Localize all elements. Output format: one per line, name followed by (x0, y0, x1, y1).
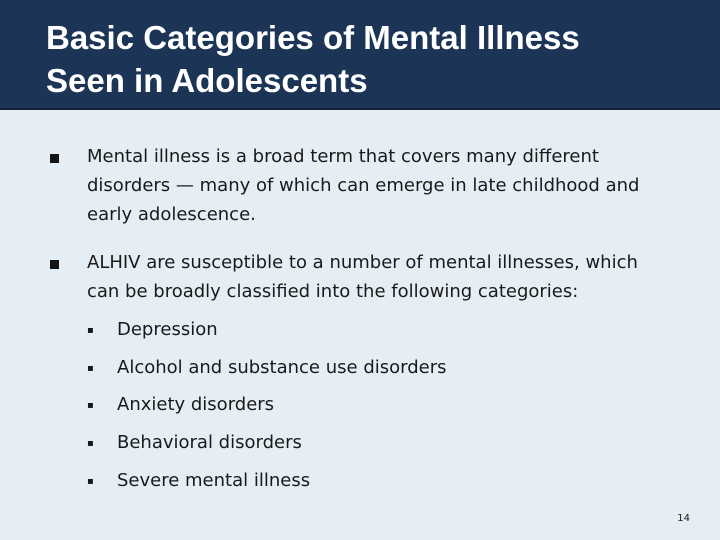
slide-title-line: Seen in Adolescents (46, 62, 368, 99)
sub-bullet-text: Severe mental illness (117, 470, 311, 491)
page-number: 14 (677, 513, 690, 524)
bullet-text-line: Mental illness is a broad term that covers many different (87, 146, 599, 167)
bullet-item (50, 142, 700, 229)
bullet-item (50, 248, 700, 306)
sub-bullet-item (87, 390, 687, 419)
sub-bullet-text: Depression (117, 319, 218, 340)
sub-bullet-item (87, 315, 687, 344)
sub-bullet-text: Alcohol and substance use disorders (117, 357, 447, 378)
bullet-text-line: early adolescence. (87, 204, 256, 225)
small-square-bullet-icon: ▪ (87, 363, 94, 374)
sub-bullet-text: Behavioral disorders (117, 432, 302, 453)
small-square-bullet-icon: ▪ (87, 438, 94, 449)
slide-title-line: Basic Categories of Mental Illness (46, 19, 580, 56)
sub-bullet-text: Anxiety disorders (117, 394, 275, 415)
sub-bullet-item (87, 353, 687, 382)
square-bullet-icon (50, 154, 59, 163)
small-square-bullet-icon: ▪ (87, 400, 94, 411)
square-bullet-icon (50, 260, 59, 269)
sub-bullet-item (87, 428, 687, 457)
bullet-text-line: can be broadly classified into the following categories: (87, 281, 579, 302)
bullet-text-line: disorders — many of which can emerge in late childhood and (87, 175, 640, 196)
sub-bullet-item (87, 466, 687, 495)
bullet-text-line: ALHIV are susceptible to a number of mental illnesses, which (87, 252, 638, 273)
small-square-bullet-icon: ▪ (87, 476, 94, 487)
small-square-bullet-icon: ▪ (87, 325, 94, 336)
